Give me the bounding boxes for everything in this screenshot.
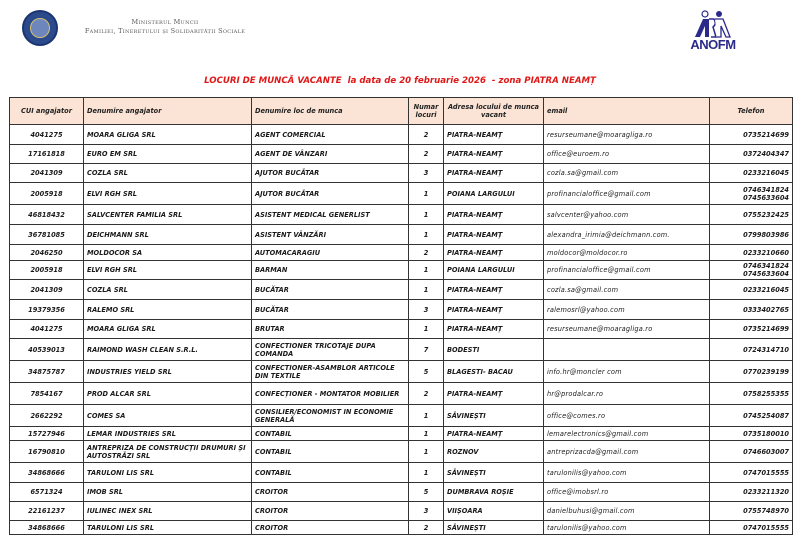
cell-email[interactable]: office@euroem.ro bbox=[544, 145, 710, 164]
cell-employer: COZLA SRL bbox=[84, 164, 252, 183]
cell-email[interactable] bbox=[544, 339, 710, 361]
cell-email[interactable]: office@imobsrl.ro bbox=[544, 483, 710, 502]
cell-job: AJUTOR BUCĂTAR bbox=[252, 183, 409, 205]
cell-job: BARMAN bbox=[252, 261, 409, 280]
col-header-email: email bbox=[544, 98, 710, 125]
cell-cui: 2041309 bbox=[10, 280, 84, 300]
romanian-government-seal-icon bbox=[22, 10, 58, 46]
cell-phone[interactable]: 0233210660 bbox=[710, 245, 793, 261]
cell-employer: TARULONI LIS SRL bbox=[84, 521, 252, 535]
cell-employer: IULINEC INEX SRL bbox=[84, 502, 252, 521]
cell-count: 1 bbox=[409, 463, 444, 483]
cell-employer: INDUSTRIES YIELD SRL bbox=[84, 361, 252, 383]
cell-count: 5 bbox=[409, 361, 444, 383]
cell-phone[interactable]: 0745254087 bbox=[710, 405, 793, 427]
phone-2[interactable]: 0745633604 bbox=[743, 193, 789, 202]
cell-job: AJUTOR BUCĂTAR bbox=[252, 164, 409, 183]
table-row bbox=[10, 261, 793, 280]
cell-count: 2 bbox=[409, 383, 444, 405]
cell-address: PIATRA-NEAMȚ bbox=[444, 245, 544, 261]
cell-email[interactable]: resurseumane@moaragliga.ro bbox=[544, 125, 710, 145]
cell-cui: 2005918 bbox=[10, 261, 84, 280]
cell-address: PIATRA-NEAMȚ bbox=[444, 320, 544, 339]
cell-address: PIATRA-NEAMȚ bbox=[444, 145, 544, 164]
table-row bbox=[10, 225, 793, 245]
cell-email[interactable]: profinancialoffice@gmail.com bbox=[544, 183, 710, 205]
cell-email[interactable]: hr@prodalcar.ro bbox=[544, 383, 710, 405]
cell-count: 1 bbox=[409, 441, 444, 463]
cell-phone[interactable]: 0333402765 bbox=[710, 300, 793, 320]
cell-count: 1 bbox=[409, 427, 444, 441]
cell-count: 2 bbox=[409, 245, 444, 261]
table-row bbox=[10, 483, 793, 502]
cell-job: ASISTENT MEDICAL GENERLIST bbox=[252, 205, 409, 225]
cell-cui: 22161237 bbox=[10, 502, 84, 521]
cell-count: 1 bbox=[409, 205, 444, 225]
cell-count: 2 bbox=[409, 145, 444, 164]
cell-email[interactable]: tarulonilis@yahoo.com bbox=[544, 521, 710, 535]
table-row bbox=[10, 280, 793, 300]
cell-email[interactable]: cozla.sa@gmail.com bbox=[544, 164, 710, 183]
cell-employer: RALEMO SRL bbox=[84, 300, 252, 320]
cell-employer: MOLDOCOR SA bbox=[84, 245, 252, 261]
cell-employer: ELVI RGH SRL bbox=[84, 183, 252, 205]
cell-cui: 4041275 bbox=[10, 125, 84, 145]
cell-email[interactable]: office@comes.ro bbox=[544, 405, 710, 427]
cell-phone[interactable]: 0747015555 bbox=[710, 521, 793, 535]
cell-count: 7 bbox=[409, 339, 444, 361]
cell-cui: 2041309 bbox=[10, 164, 84, 183]
cell-address: PIATRA-NEAMȚ bbox=[444, 300, 544, 320]
cell-email[interactable]: danielbuhusi@gmail.com bbox=[544, 502, 710, 521]
table-row bbox=[10, 463, 793, 483]
cell-email[interactable]: alexandra_irimia@deichmann.com. bbox=[544, 225, 710, 245]
cell-address: ROZNOV bbox=[444, 441, 544, 463]
cell-email[interactable]: info.hr@moncler com bbox=[544, 361, 710, 383]
cell-cui: 4041275 bbox=[10, 320, 84, 339]
cell-count: 3 bbox=[409, 164, 444, 183]
cell-phone[interactable] bbox=[710, 261, 793, 280]
cell-job: AGENT COMERCIAL bbox=[252, 125, 409, 145]
col-header-address: Adresa locului de munca vacant bbox=[444, 98, 544, 125]
cell-phone[interactable]: 0746603007 bbox=[710, 441, 793, 463]
table-row bbox=[10, 320, 793, 339]
ministry-name bbox=[75, 18, 255, 36]
cell-email[interactable]: lemarelectronics@gmail.com bbox=[544, 427, 710, 441]
cell-count: 5 bbox=[409, 483, 444, 502]
table-row bbox=[10, 125, 793, 145]
cell-address: BODESTI bbox=[444, 339, 544, 361]
cell-cui: 34875787 bbox=[10, 361, 84, 383]
cell-cui: 2662292 bbox=[10, 405, 84, 427]
cell-cui: 2005918 bbox=[10, 183, 84, 205]
cell-email[interactable]: ralemosrl@yahoo.com bbox=[544, 300, 710, 320]
cell-job: AUTOMACARAGIU bbox=[252, 245, 409, 261]
cell-phone[interactable]: 0233216045 bbox=[710, 164, 793, 183]
cell-job: CONTABIL bbox=[252, 463, 409, 483]
cell-address: PIATRA-NEAMȚ bbox=[444, 125, 544, 145]
cell-address: POIANA LARGULUI bbox=[444, 261, 544, 280]
table-row bbox=[10, 441, 793, 463]
anofm-people-icon bbox=[683, 10, 743, 38]
cell-address: BLAGESTI- BACAU bbox=[444, 361, 544, 383]
cell-employer: MOARA GLIGA SRL bbox=[84, 320, 252, 339]
table-row bbox=[10, 245, 793, 261]
cell-phone[interactable]: 0747015555 bbox=[710, 463, 793, 483]
phone-1[interactable]: 0746341824 bbox=[743, 185, 789, 194]
cell-email[interactable]: resurseumane@moaragliga.ro bbox=[544, 320, 710, 339]
col-header-employer: Denumire angajator bbox=[84, 98, 252, 125]
cell-job: CONTABIL bbox=[252, 441, 409, 463]
cell-job: ASISTENT VÂNZĂRI bbox=[252, 225, 409, 245]
cell-address: SĂVINEȘTI bbox=[444, 405, 544, 427]
table-row bbox=[10, 145, 793, 164]
cell-address: PIATRA-NEAMȚ bbox=[444, 383, 544, 405]
ministry-line-2: Familiei, Tineretului și Solidarității Sociale bbox=[84, 27, 246, 35]
table-row bbox=[10, 383, 793, 405]
cell-cui: 34868666 bbox=[10, 521, 84, 535]
cell-count: 1 bbox=[409, 320, 444, 339]
cell-phone[interactable]: 0735180010 bbox=[710, 427, 793, 441]
cell-cui: 17161818 bbox=[10, 145, 84, 164]
cell-cui: 7854167 bbox=[10, 383, 84, 405]
cell-employer: ELVI RGH SRL bbox=[84, 261, 252, 280]
job-vacancies-table bbox=[9, 97, 793, 535]
table-row bbox=[10, 300, 793, 320]
table-row bbox=[10, 205, 793, 225]
cell-cui: 40539013 bbox=[10, 339, 84, 361]
table-row bbox=[10, 405, 793, 427]
table-row bbox=[10, 502, 793, 521]
cell-cui: 46818432 bbox=[10, 205, 84, 225]
phone-1[interactable]: 0746341824 bbox=[743, 262, 789, 270]
table-row bbox=[10, 361, 793, 383]
cell-phone[interactable]: 0233211320 bbox=[710, 483, 793, 502]
cell-job: CONTABIL bbox=[252, 427, 409, 441]
cell-cui: 6571324 bbox=[10, 483, 84, 502]
cell-cui: 16790810 bbox=[10, 441, 84, 463]
cell-count: 1 bbox=[409, 261, 444, 280]
cell-count: 2 bbox=[409, 125, 444, 145]
cell-address: SĂVINEȘTI bbox=[444, 521, 544, 535]
cell-phone[interactable]: 0758255355 bbox=[710, 383, 793, 405]
cell-count: 1 bbox=[409, 405, 444, 427]
cell-phone[interactable] bbox=[710, 183, 793, 205]
cell-cui: 34868666 bbox=[10, 463, 84, 483]
cell-job: CROITOR bbox=[252, 521, 409, 535]
cell-job: BUCĂTAR bbox=[252, 280, 409, 300]
cell-job: CONFECTIONER TRICOTAJE DUPA COMANDA bbox=[252, 339, 409, 361]
cell-email[interactable]: tarulonilis@yahoo.com bbox=[544, 463, 710, 483]
cell-cui: 36781085 bbox=[10, 225, 84, 245]
cell-employer: SALVCENTER FAMILIA SRL bbox=[84, 205, 252, 225]
cell-employer: ANTREPRIZA DE CONSTRUCȚII DRUMURI ȘI AUTOSTRĂZI SRL bbox=[84, 441, 252, 463]
anofm-logo bbox=[683, 10, 743, 55]
cell-count: 1 bbox=[409, 225, 444, 245]
phone-2[interactable]: 0745633604 bbox=[743, 270, 789, 278]
ministry-line-1: Ministerul Muncii bbox=[131, 18, 199, 26]
cell-address: POIANA LARGULUI bbox=[444, 183, 544, 205]
cell-job: AGENT DE VÂNZARI bbox=[252, 145, 409, 164]
cell-job: BRUTAR bbox=[252, 320, 409, 339]
cell-employer: EURO EM SRL bbox=[84, 145, 252, 164]
cell-phone[interactable]: 0724314710 bbox=[710, 339, 793, 361]
cell-phone[interactable]: 0735214699 bbox=[710, 125, 793, 145]
cell-phone[interactable]: 0233216045 bbox=[710, 280, 793, 300]
cell-employer: MOARA GLIGA SRL bbox=[84, 125, 252, 145]
cell-address: PIATRA-NEAMȚ bbox=[444, 205, 544, 225]
cell-employer: DEICHMANN SRL bbox=[84, 225, 252, 245]
cell-address: PIATRA-NEAMȚ bbox=[444, 427, 544, 441]
table-row bbox=[10, 427, 793, 441]
page-title: LOCURI DE MUNCĂ VACANTE la data de 20 februarie 2026 - zona PIATRA NEAMȚ bbox=[204, 76, 596, 86]
cell-count: 1 bbox=[409, 183, 444, 205]
cell-employer: COZLA SRL bbox=[84, 280, 252, 300]
cell-email[interactable]: antreprizacda@gmail.com bbox=[544, 441, 710, 463]
cell-employer: PROD ALCAR SRL bbox=[84, 383, 252, 405]
cell-job: CONSILIER/ECONOMIST IN ECONOMIE GENERALĂ bbox=[252, 405, 409, 427]
cell-job: BUCĂTAR bbox=[252, 300, 409, 320]
cell-address: PIATRA-NEAMȚ bbox=[444, 280, 544, 300]
cell-job: CROITOR bbox=[252, 483, 409, 502]
table-row bbox=[10, 183, 793, 205]
cell-count: 3 bbox=[409, 502, 444, 521]
cell-employer: LEMAR INDUSTRIES SRL bbox=[84, 427, 252, 441]
cell-employer: COMES SA bbox=[84, 405, 252, 427]
cell-address: SĂVINEȘTI bbox=[444, 463, 544, 483]
cell-job: CROITOR bbox=[252, 502, 409, 521]
cell-cui: 15727946 bbox=[10, 427, 84, 441]
cell-cui: 19379356 bbox=[10, 300, 84, 320]
cell-address: VIIȘOARA bbox=[444, 502, 544, 521]
cell-address: DUMBRAVA ROȘIE bbox=[444, 483, 544, 502]
cell-count: 1 bbox=[409, 280, 444, 300]
table-header-row bbox=[10, 98, 793, 125]
cell-address: PIATRA-NEAMȚ bbox=[444, 164, 544, 183]
cell-count: 3 bbox=[409, 300, 444, 320]
cell-phone[interactable]: 0735214699 bbox=[710, 320, 793, 339]
table-row bbox=[10, 339, 793, 361]
cell-count: 2 bbox=[409, 521, 444, 535]
cell-cui: 2046250 bbox=[10, 245, 84, 261]
col-header-phone: Telefon bbox=[710, 98, 793, 125]
cell-employer: TARULONI LIS SRL bbox=[84, 463, 252, 483]
cell-email[interactable]: moldocor@moldocor.ro bbox=[544, 245, 710, 261]
cell-address: PIATRA-NEAMȚ bbox=[444, 225, 544, 245]
cell-job: CONFECȚIONER - MONTATOR MOBILIER bbox=[252, 383, 409, 405]
cell-email[interactable]: salvcenter@yahoo.com bbox=[544, 205, 710, 225]
cell-email[interactable]: cozla.sa@gmail.com bbox=[544, 280, 710, 300]
col-header-job: Denumire loc de munca bbox=[252, 98, 409, 125]
cell-job: CONFECTIONER-ASAMBLOR ARTICOLE DIN TEXTILE bbox=[252, 361, 409, 383]
table-row bbox=[10, 521, 793, 535]
col-header-count: Numar locuri bbox=[409, 98, 444, 125]
table-row bbox=[10, 164, 793, 183]
cell-phone[interactable]: 0372404347 bbox=[710, 145, 793, 164]
cell-phone[interactable]: 0770239199 bbox=[710, 361, 793, 383]
cell-employer: IMOB SRL bbox=[84, 483, 252, 502]
cell-phone[interactable]: 0799803986 bbox=[710, 225, 793, 245]
cell-email[interactable]: profinancialoffice@gmail.com bbox=[544, 261, 710, 280]
cell-phone[interactable]: 0755748970 bbox=[710, 502, 793, 521]
col-header-cui: CUI angajator bbox=[10, 98, 84, 125]
cell-phone[interactable]: 0755232425 bbox=[710, 205, 793, 225]
cell-employer: RAIMOND WASH CLEAN S.R.L. bbox=[84, 339, 252, 361]
anofm-logo-text: ANOFM bbox=[690, 37, 736, 52]
